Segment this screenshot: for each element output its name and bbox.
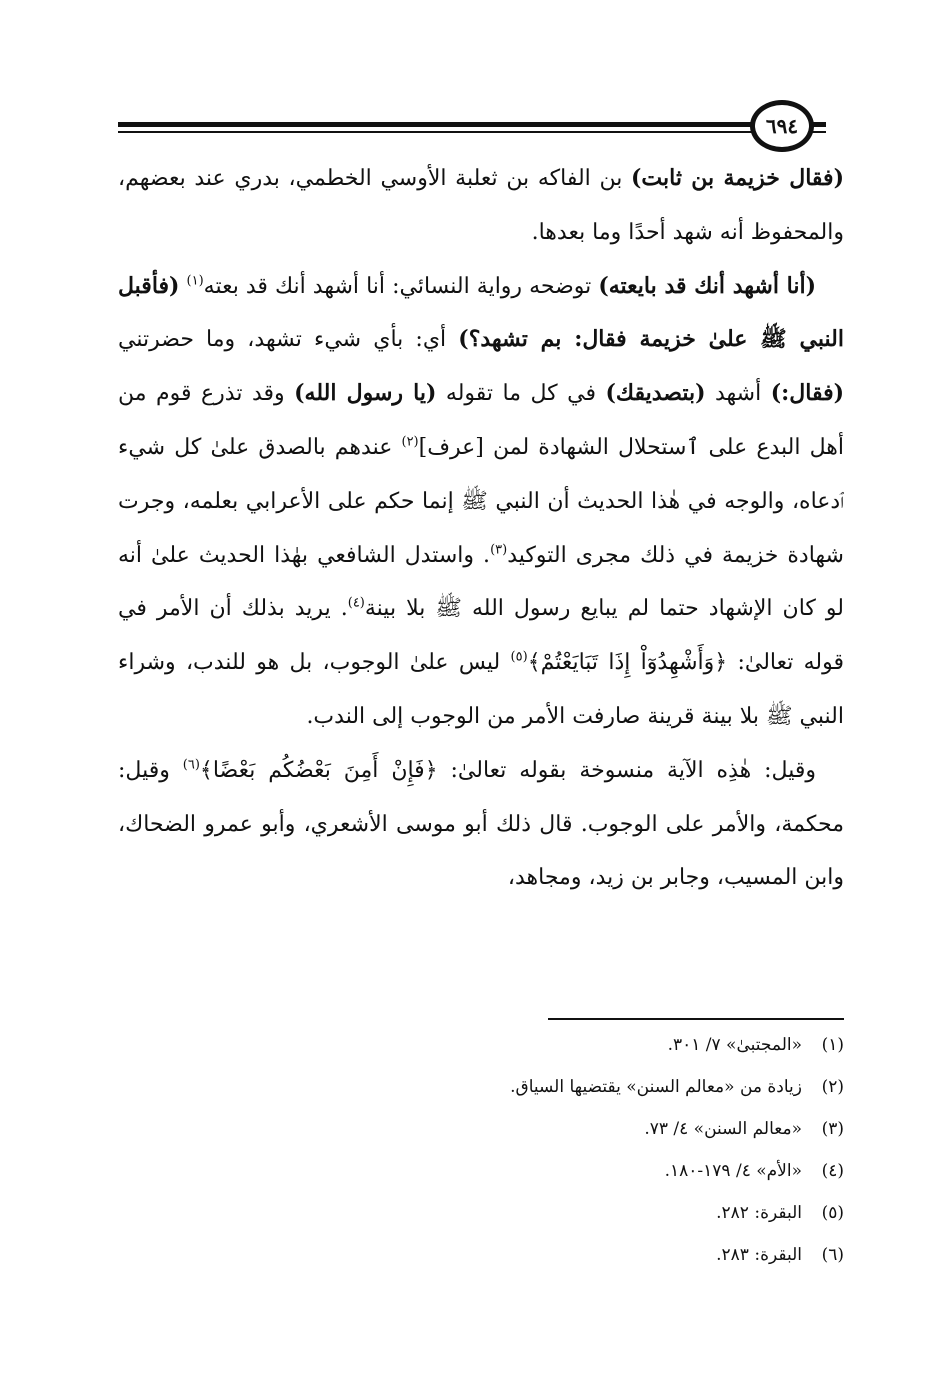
footnote-text: زيادة من «معالم السنن» يقتضيها السياق. <box>510 1077 802 1097</box>
main-text <box>118 152 844 905</box>
text-run: وقد تذرع قوم من أهل البدع على ٱستحلال الشهادة لمن [عرف] <box>118 381 845 460</box>
footnote-item <box>244 1192 844 1234</box>
bold-phrase: (فقال خزيمة بن ثابت) <box>631 165 844 191</box>
footnote-ref-5[interactable]: (٥) <box>510 649 528 665</box>
header-rule-end-thin <box>812 131 826 133</box>
text-run: أي: بأي شيء تشهد، وما حضرتني <box>118 327 459 353</box>
text-run: عندهم بالصدق علىٰ كل شيء ٱدعاه، والوجه في هٰذا الحديث أن النبي ﷺ إنما حكم على الأعرابي بعلمه، وجرت شهادة خزيمة في ذلك مجرى التوكيد <box>118 434 844 568</box>
footnote-item <box>244 1108 844 1150</box>
header-rule-thin <box>118 131 758 133</box>
text-run: . يريد بذلك أن الأمر في قوله تعالىٰ: ﴿وَأَشْهِدُوٓاْ إِذَا تَبَايَعْتُمْ﴾ <box>118 596 845 676</box>
footnote-ref-4[interactable]: (٤) <box>347 596 365 612</box>
text-run: توضحه رواية النسائي: أنا أشهد أنك قد بعته <box>203 273 599 299</box>
footnote-ref-1[interactable]: (١) <box>186 273 204 289</box>
bold-phrase: (فقال:) <box>770 380 845 407</box>
footnote-item <box>244 1234 844 1276</box>
footnote-number: (١) <box>821 1035 844 1055</box>
footnote-number: (٢) <box>821 1077 844 1097</box>
footnote-item <box>244 1066 844 1108</box>
footnote-number: (٤) <box>821 1161 844 1181</box>
bold-phrase: (بتصديقك) <box>605 380 706 407</box>
footnote-separator <box>548 1018 844 1020</box>
footnote-text: «المجتبىٰ» ٧/ ٣٠١. <box>667 1035 802 1055</box>
text-run <box>179 274 186 299</box>
page-header <box>118 100 826 160</box>
text-run: . واستدل الشافعي بهٰذا الحديث علىٰ أنه لو كان الإشهاد حتما لم يبايع رسول الله ﷺ بلا بينة <box>118 542 844 622</box>
footnote-ref-6[interactable]: (٦) <box>182 757 200 773</box>
bold-phrase: (أنا أشهد أنك قد بايعته) <box>598 272 817 299</box>
footnote-item <box>244 1024 844 1066</box>
text-run: في كل ما تقوله <box>436 381 606 407</box>
footnote-ref-2[interactable]: (٢) <box>401 434 419 450</box>
paragraph-1 <box>118 152 844 260</box>
text-run: أشهد <box>705 381 771 407</box>
footnote-item <box>244 1150 844 1192</box>
footnote-text: البقرة: ٢٨٣. <box>716 1245 802 1265</box>
paragraph-3 <box>118 744 844 905</box>
text-run: ليس علىٰ الوجوب، بل هو للندب، وشراء النبي ﷺ بلا بينة قرينة صارفت الأمر من الوجوب إلى الندب. <box>118 650 844 729</box>
footnote-number: (٥) <box>821 1203 844 1223</box>
text-run: وقيل: هٰذِه الآية منسوخة بقوله تعالىٰ: ﴿فَإِنْ أَمِنَ بَعْضُكُم بَعْضًا﴾ <box>199 757 816 783</box>
footnotes <box>244 1024 844 1276</box>
page-number: ٦٩٤ <box>750 100 814 152</box>
footnote-text: البقرة: ٢٨٢. <box>716 1203 802 1223</box>
header-rule-end <box>812 122 826 127</box>
header-rule <box>118 122 758 127</box>
footnote-number: (٦) <box>821 1245 844 1265</box>
text-run: وقيل: محكمة، والأمر على الوجوب. قال ذلك أبو موسى الأشعري، وأبو عمرو الضحاك، وابن المسيب، وجابر بن زيد، ومجاهد، <box>118 757 844 891</box>
text-run: بن الفاكه بن ثعلبة الأوسي الخطمي، بدري عند بعضهم، والمحفوظ أنه شهد أحدًا وما بعدها. <box>118 166 844 245</box>
footnote-text: «الأم» ٤/ ١٧٩-١٨٠. <box>664 1161 802 1181</box>
paragraph-2 <box>118 260 844 744</box>
footnote-ref-3[interactable]: (٣) <box>490 542 508 558</box>
footnote-number: (٣) <box>821 1119 844 1139</box>
bold-phrase: (يا رسول الله) <box>294 380 437 407</box>
footnote-text: «معالم السنن» ٤/ ٧٣. <box>644 1119 802 1139</box>
bold-phrase: (فأقبل النبي ﷺ علىٰ خزيمة فقال: بم تشهد؟) <box>118 272 844 353</box>
